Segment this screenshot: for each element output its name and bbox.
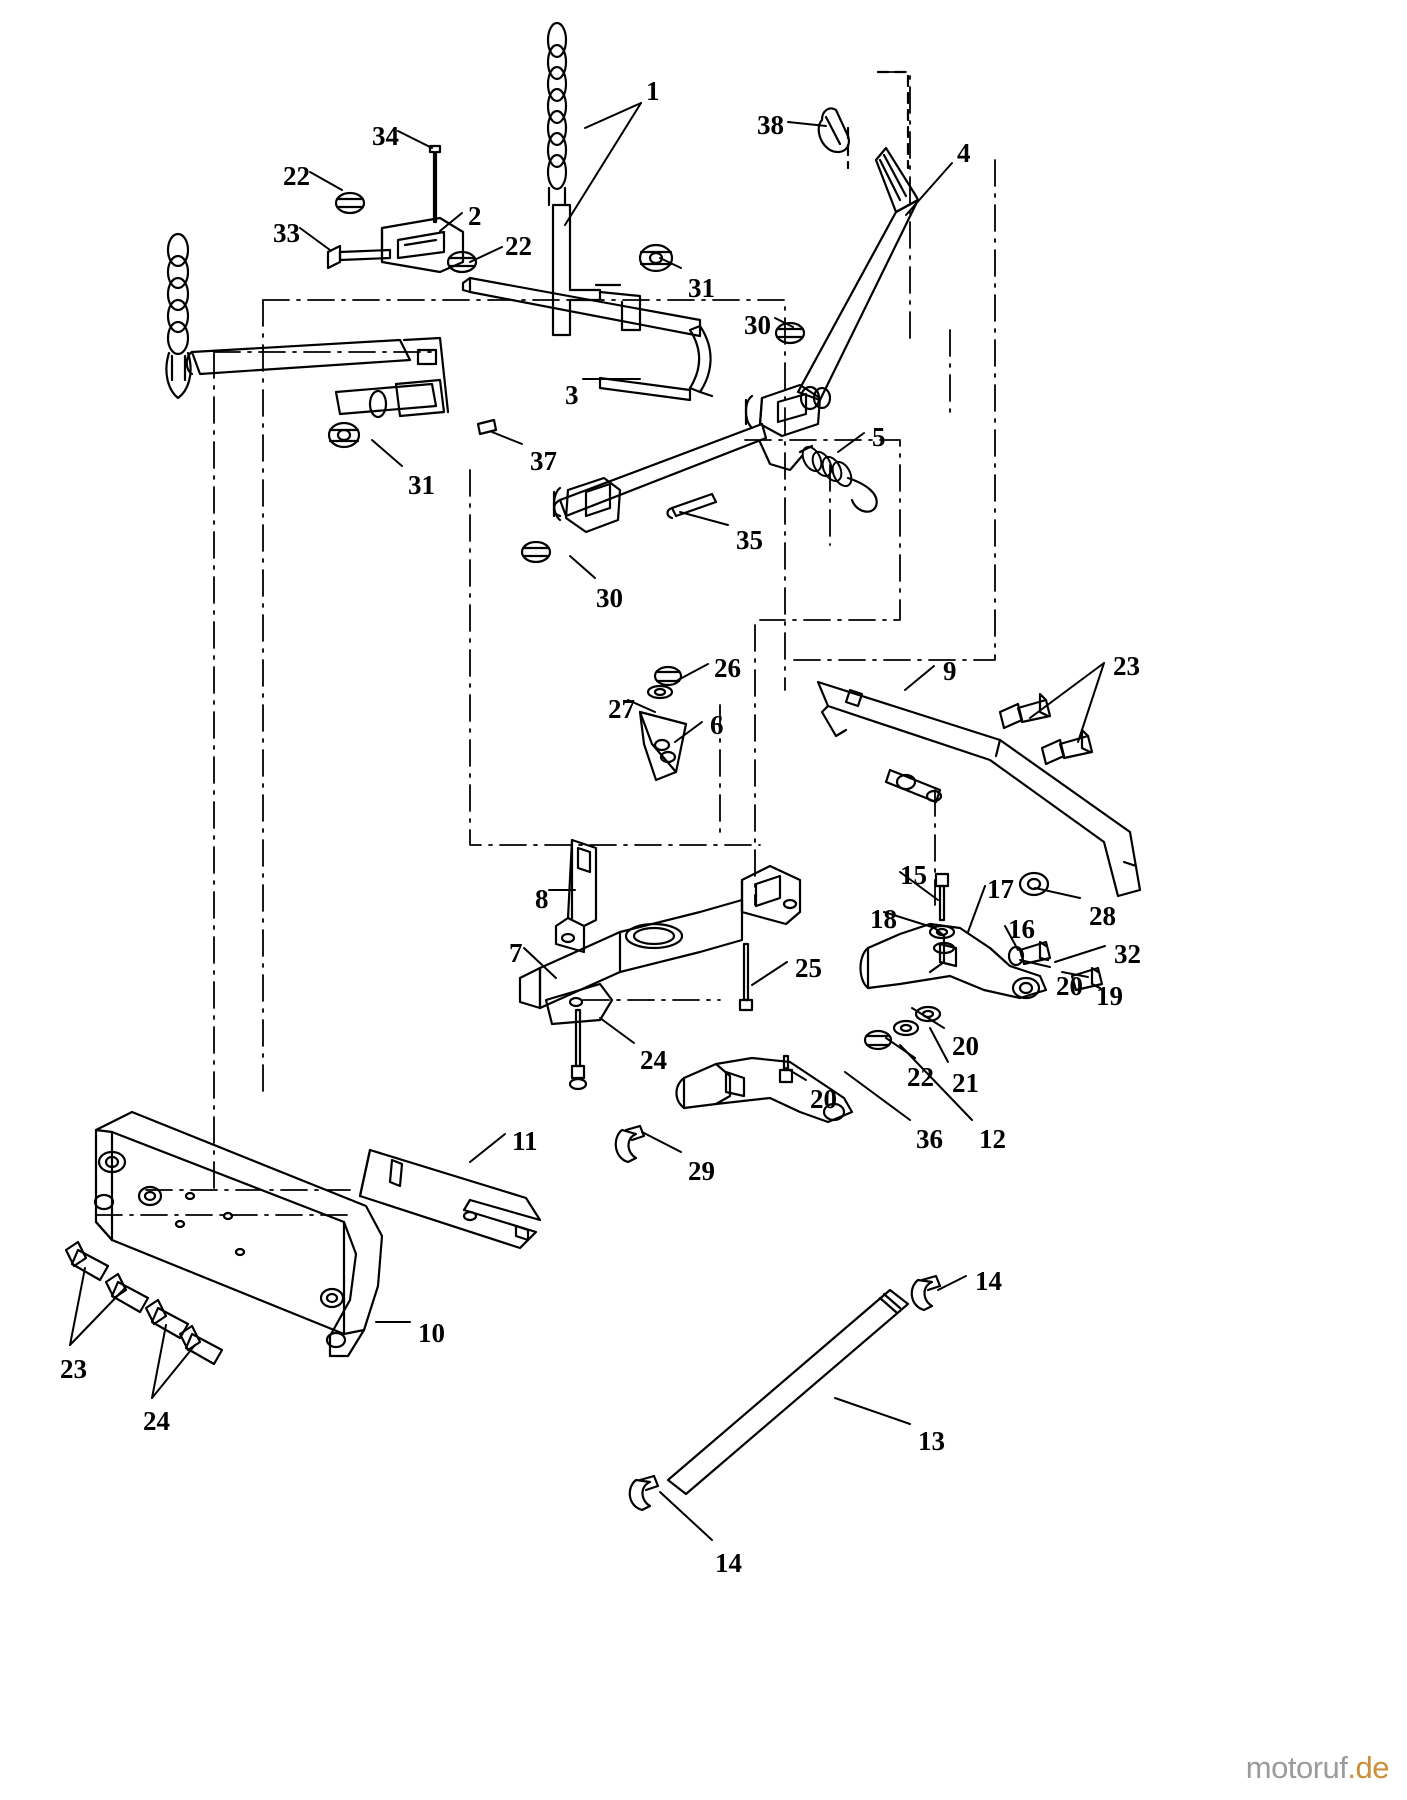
callout-number: 30 (596, 583, 623, 613)
callout-number: 34 (372, 121, 399, 151)
callout-number: 37 (530, 446, 557, 476)
callout-number: 23 (60, 1354, 87, 1384)
callout-number: 18 (870, 904, 897, 934)
callout-number: 14 (715, 1548, 742, 1578)
callout-number: 15 (900, 860, 927, 890)
callout-number: 19 (1096, 981, 1123, 1011)
callout-number: 20 (1056, 971, 1083, 1001)
callout-number: 3 (565, 380, 579, 410)
callout-number: 38 (757, 110, 784, 140)
callout-number: 1 (646, 76, 660, 106)
callout-number: 20 (810, 1084, 837, 1114)
callout-number: 31 (688, 273, 715, 303)
callout-number: 6 (710, 710, 724, 740)
callout-number: 14 (975, 1266, 1002, 1296)
callout-number: 4 (957, 138, 971, 168)
callout-number: 13 (918, 1426, 945, 1456)
callout-number: 29 (688, 1156, 715, 1186)
watermark-suffix: .de (1347, 1750, 1389, 1785)
callout-number: 30 (744, 310, 771, 340)
callout-number: 7 (509, 938, 523, 968)
callout-number: 32 (1114, 939, 1141, 969)
callout-number: 16 (1008, 914, 1035, 944)
callout-number: 11 (512, 1126, 538, 1156)
callout-number: 23 (1113, 651, 1140, 681)
callout-number: 35 (736, 525, 763, 555)
callout-number: 8 (535, 884, 549, 914)
callout-number: 24 (640, 1045, 667, 1075)
callout-number: 25 (795, 953, 822, 983)
callout-number: 10 (418, 1318, 445, 1348)
callout-number: 20 (952, 1031, 979, 1061)
callout-number: 22 (505, 231, 532, 261)
callout-number: 9 (943, 656, 957, 686)
callout-number: 31 (408, 470, 435, 500)
watermark-main: motoruf (1245, 1750, 1348, 1785)
callout-number: 21 (952, 1068, 979, 1098)
watermark (1246, 1750, 1389, 1786)
callout-number: 24 (143, 1406, 170, 1436)
callout-number: 5 (872, 422, 886, 452)
callout-number: 22 (283, 161, 310, 191)
callout-number: 2 (468, 201, 482, 231)
callout-number: 12 (979, 1124, 1006, 1154)
callout-number: 17 (987, 874, 1014, 904)
callout-number: 33 (273, 218, 300, 248)
callout-number: 28 (1089, 901, 1116, 931)
callout-number: 26 (714, 653, 741, 683)
callout-number: 22 (907, 1062, 934, 1092)
callout-number: 36 (916, 1124, 943, 1154)
callout-number: 27 (608, 694, 635, 724)
